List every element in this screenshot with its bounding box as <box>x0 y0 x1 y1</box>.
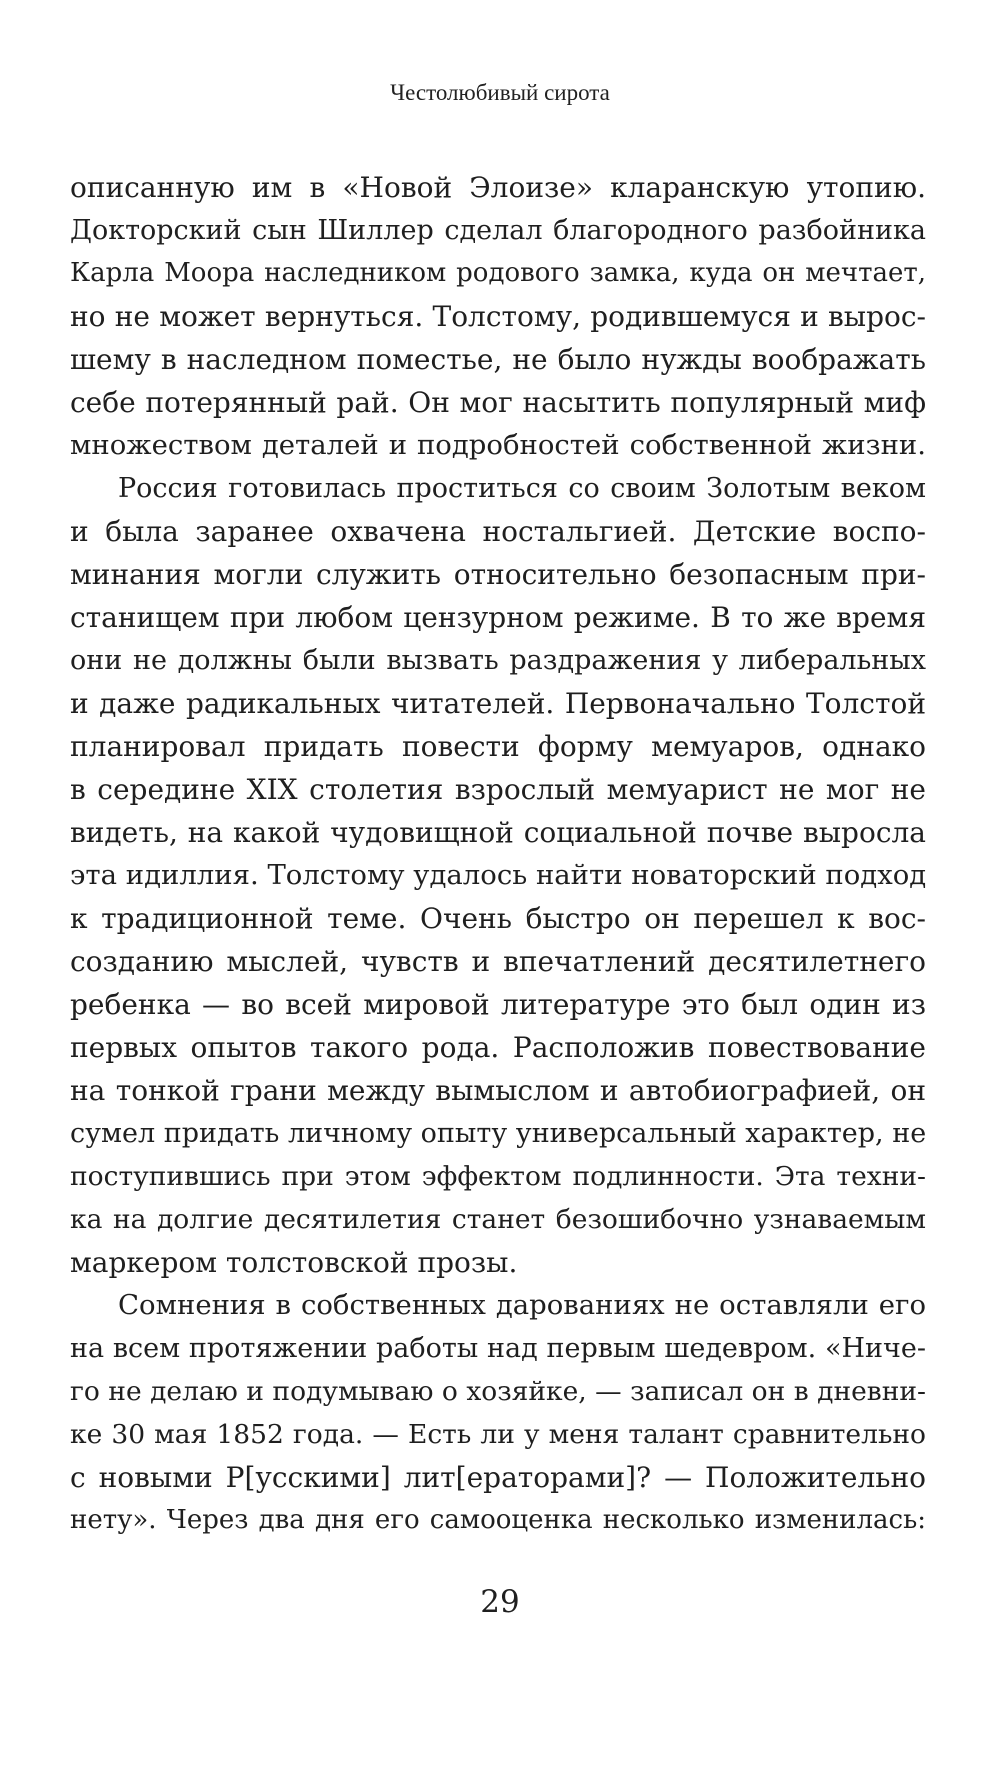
text-line: маркером толстовской прозы. <box>70 1246 518 1279</box>
text-line: на тонкой грани между вымыслом и автобиографией, он <box>70 1074 926 1107</box>
text-line: поступившись при этом эффектом подлинности. Эта техни- <box>70 1161 926 1192</box>
text-line: сумел придать личному опыту универсальный характер, не <box>70 1118 927 1149</box>
text-line: планировал придать повести форму мемуаров, однако <box>70 730 926 763</box>
text-line: Докторский сын Шиллер сделал благородного разбойника <box>70 215 926 246</box>
text-line: с новыми Р[усскими] лит[ераторами]? — Положительно <box>70 1461 926 1494</box>
text-line: и была заранее охвачена ностальгией. Детские воспо- <box>70 515 926 548</box>
text-line: го не делаю и подумываю о хозяйке, — записал он в дневни- <box>70 1376 926 1407</box>
text-line: они не должны были вызвать раздражения у либеральных <box>70 645 926 676</box>
page-number: 29 <box>480 1584 520 1620</box>
text-line: ребенка — во всей мировой литературе это был один из <box>70 988 926 1021</box>
body-text <box>70 166 926 1542</box>
running-head: Честолюбивый сирота <box>390 80 610 105</box>
text-line: множеством деталей и подробностей собственной жизни. <box>70 429 926 461</box>
text-line: на всем протяжении работы над первым шедевром. «Ниче- <box>70 1333 926 1364</box>
text-line: шему в наследном поместье, не было нужды воображать <box>70 343 926 376</box>
text-line: минания могли служить относительно безопасным при- <box>70 558 926 591</box>
text-line: и даже радикальных читателей. Первоначально Толстой <box>70 687 926 720</box>
text-line: но не может вернуться. Толстому, родившемуся и вырос- <box>70 300 926 333</box>
text-line: ка на долгие десятилетия станет безошибочно узнаваемым <box>70 1204 926 1235</box>
text-line: в середине XIX столетия взрослый мемуарист не мог не <box>70 773 926 806</box>
text-line: описанную им в «Новой Элоизе» кларанскую утопию. <box>70 171 926 204</box>
text-line: станищем при любом цензурном режиме. В то же время <box>70 601 926 634</box>
text-line: первых опытов такого рода. Расположив повествование <box>70 1031 926 1064</box>
text-line: к традиционной теме. Очень быстро он перешел к вос- <box>70 902 926 935</box>
text-line: созданию мыслей, чувств и впечатлений десятилетнего <box>70 945 926 978</box>
text-line: Карла Моора наследником родового замка, куда он мечтает, <box>70 258 926 288</box>
text-line: эта идиллия. Толстому удалось найти новаторский подход <box>70 859 927 891</box>
paragraph-first-line: Россия готовилась проститься со своим Золотым веком <box>118 473 926 504</box>
paragraph-first-line: Сомнения в собственных дарованиях не оставляли его <box>118 1289 926 1321</box>
text-line: себе потерянный рай. Он мог насытить популярный миф <box>70 386 926 419</box>
text-line: видеть, на какой чудовищной социальной почве выросла <box>70 816 926 849</box>
text-line: нету». Через два дня его самооценка несколько изменилась: <box>70 1505 926 1535</box>
text-line: ке 30 мая 1852 года. — Есть ли у меня талант сравнительно <box>70 1419 926 1450</box>
